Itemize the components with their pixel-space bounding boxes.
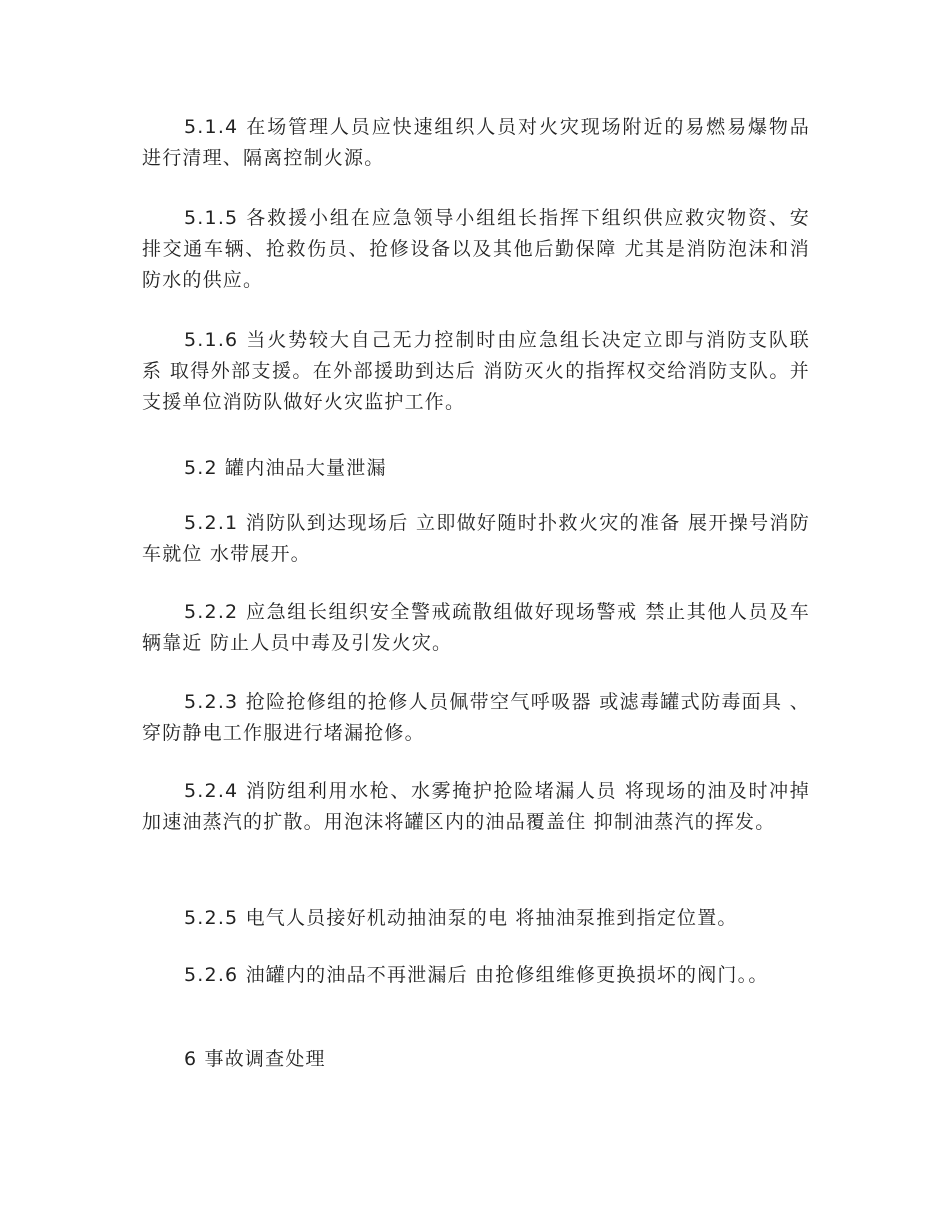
paragraph-5-2-5: 5.2.5 电气人员接好机动抽油泵的电 将抽油泵推到指定位置。 bbox=[184, 907, 738, 929]
section-heading-5-2: 5.2 罐内油品大量泄漏 bbox=[184, 457, 387, 479]
paragraph-5-1-6: 5.1.6 当火势较大自己无力控制时由应急组长决定立即与消防支队联系 取得外部支援。在外部援助到达后 消防灭火的指挥权交给消防支队。并支援单位消防队做好火灾监护工作。 bbox=[142, 329, 810, 413]
section-heading-6: 6 事故调查处理 bbox=[184, 1048, 326, 1070]
paragraph-5-1-4: 5.1.4 在场管理人员应快速组织人员对火灾现场附近的易燃易爆物品进行清理、隔离控制火源。 bbox=[142, 116, 810, 169]
paragraph-5-2-6: 5.2.6 油罐内的油品不再泄漏后 由抢修组维修更换损坏的阀门。。 bbox=[184, 964, 769, 986]
paragraph-5-1-5: 5.1.5 各救援小组在应急领导小组组长指挥下组织供应救灾物资、安排交通车辆、抢救伤员、抢修设备以及其他后勤保障 尤其是消防泡沫和消防水的供应。 bbox=[142, 207, 810, 291]
paragraph-5-2-3: 5.2.3 抢险抢修组的抢修人员佩带空气呼吸器 或滤毒罐式防毒面具 、穿防静电工作服进行堵漏抢修。 bbox=[142, 691, 810, 744]
paragraph-5-2-2: 5.2.2 应急组长组织安全警戒疏散组做好现场警戒 禁止其他人员及车辆靠近 防止人员中毒及引发火灾。 bbox=[142, 601, 810, 654]
paragraph-5-2-4: 5.2.4 消防组利用水枪、水雾掩护抢险堵漏人员 将现场的油及时冲掉 加速油蒸汽的扩散。用泡沫将罐区内的油品覆盖住 抑制油蒸汽的挥发。 bbox=[142, 780, 810, 833]
paragraph-5-2-1: 5.2.1 消防队到达现场后 立即做好随时扑救火灾的准备 展开操号消防车就位 水带展开。 bbox=[142, 512, 810, 565]
